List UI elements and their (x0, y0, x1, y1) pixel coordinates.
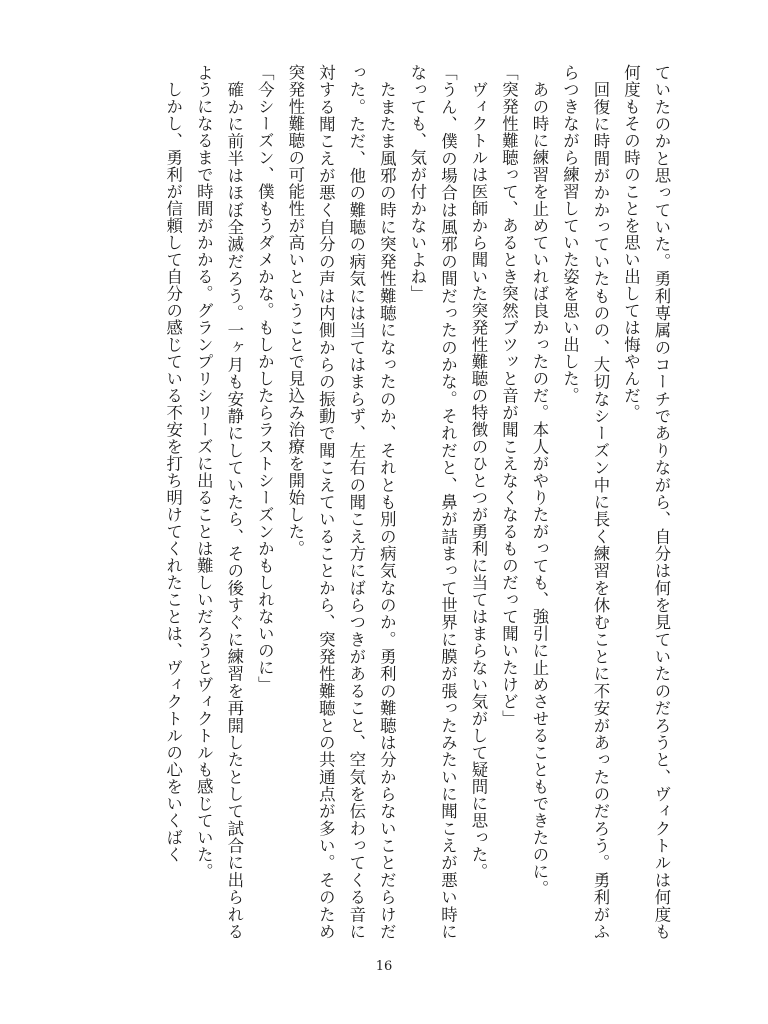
paragraph: たまたま風邪の時に突発性難聴になったのか、それとも別の病気なのか。勇利の難聴は分からないことだらけだった。ただ、他の難聴の病気には当てはまらず、左右の聞こえ方にばらつきがあること、空気を伝わってくる音に対する聞こえが悪く自分の声は内側からの振動で聞こえていることから、突発性難聴との共通点が多い。そのため突発性難聴の可能性が高いということで見込み治療を開始した。 (285, 64, 397, 940)
paragraph: 「今シーズン、僕もうダメかな。もしかしたらラストシーズンかもしれないのに」 (255, 64, 275, 693)
paragraph: ていたのかと思っていた。勇利専属のコーチでありながら、自分は何を見ていたのだろうと、ヴィクトルは何度も何度もその時のことを思い出しては悔やんだ。 (621, 64, 671, 940)
paragraph: 回復に時間がかかっていたものの、大切なシーズン中に長く練習を休むことに不安があったのだろう。勇利がふらつきながら練習していた姿を思い出した。 (560, 64, 610, 940)
body-text (78, 64, 676, 940)
paragraph: 「うん、僕の場合は風邪の間だったのかな。それだと、鼻が詰まって世界に膜が張ったみたいに聞こえが悪い時になっても、気が付かないよね」 (407, 64, 458, 940)
paragraph: しかし、勇利が信頼して自分の感じている不安を打ち明けてくれたことは、ヴィクトルの心をいくばく (163, 64, 183, 863)
paragraph: あの時に練習を止めていれば良かったのだ。本人がやりたがっても、強引に止めさせることもできたのに。 (529, 64, 549, 897)
page-number: 16 (375, 959, 393, 974)
paragraph: 確かに前半はほぼ全滅だろう。一ヶ月も安静にしていたら、その後すぐに練習を再開したとして試合に出られるようになるまで時間がかかる。グランプリシリーズに出ることは難しいだろうとヴィクトルも感じていた。 (194, 64, 244, 940)
paragraph: 「突発性難聴って、あるとき突然ブツッと音が聞こえなくなるものだって聞いたけど」 (499, 64, 519, 727)
paragraph: ヴィクトルは医師から聞いた突発性難聴の特徴のひとつが勇利に当てはまらない気がして疑問に思った。 (468, 64, 488, 880)
